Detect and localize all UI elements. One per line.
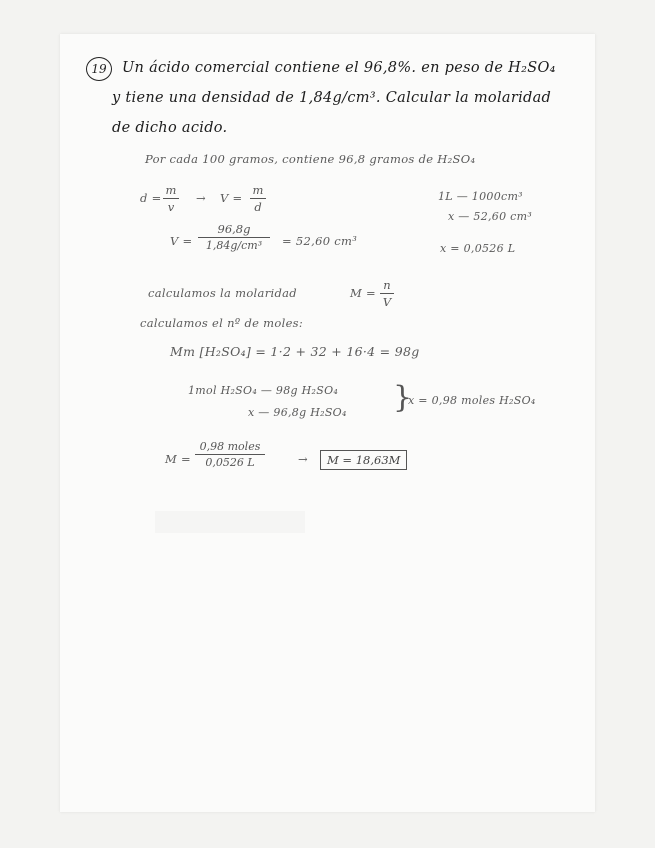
moles-result: x = 0,98 moles H₂SO₄: [408, 394, 536, 407]
molar-mass: Mm [H₂SO₄] = 1·2 + 32 + 16·4 = 98g: [170, 344, 420, 359]
molarity-fraction: [380, 278, 394, 309]
conversion-row-2: x — 52,60 cm³: [448, 210, 533, 223]
final-answer-box: M = 18,63M: [320, 450, 407, 470]
volume-calc-lhs: V =: [170, 234, 193, 248]
problem-line-3: de dicho acido.: [112, 120, 228, 136]
conversion-row-1: 1L — 1000cm³: [438, 190, 523, 203]
volume-lhs: V =: [220, 191, 243, 205]
final-denominator: 0,0526 L: [205, 456, 255, 469]
problem-line-2: y tiene una densidad de 1,84g/cm³. Calcular la molaridad: [112, 90, 552, 106]
density-denominator: v: [167, 200, 175, 214]
volume-calc-numerator: 96,8g: [217, 222, 251, 236]
moles-row-1: 1mol H₂SO₄ — 98g H₂SO₄: [188, 384, 339, 397]
intro-text: Por cada 100 gramos, contiene 96,8 gramos de H₂SO₄: [145, 152, 476, 166]
problem-line-1: Un ácido comercial contiene el 96,8%. en peso de H₂SO₄: [122, 60, 556, 76]
molarity-text: calculamos la molaridad: [148, 286, 297, 300]
conversion-result: x = 0,0526 L: [440, 242, 516, 255]
moles-row-2: x — 96,8g H₂SO₄: [248, 406, 347, 419]
volume-denominator: d: [254, 200, 262, 214]
volume-calc-denominator: 1,84g/cm³: [205, 239, 263, 252]
density-lhs: d =: [140, 191, 162, 205]
density-arrow: →: [196, 191, 206, 205]
notebook-page: [60, 34, 595, 812]
density-numerator: m: [165, 183, 177, 197]
final-lhs: M =: [165, 452, 191, 466]
volume-numerator: m: [252, 183, 264, 197]
faint-erasure: [155, 511, 305, 533]
volume-calc-fraction: [198, 222, 270, 252]
volume-result: = 52,60 cm³: [282, 234, 358, 248]
molarity-lhs: M =: [350, 286, 376, 300]
final-arrow: →: [298, 452, 308, 466]
problem-number: 19: [86, 57, 112, 81]
molarity-numerator: n: [383, 278, 391, 292]
density-fraction: [163, 183, 179, 214]
final-numerator: 0,98 moles: [199, 440, 261, 453]
final-fraction: [195, 440, 265, 469]
volume-fraction: [250, 183, 266, 214]
moles-text: calculamos el nº de moles:: [140, 316, 304, 330]
brace-icon: }: [393, 380, 413, 415]
molarity-denominator: V: [382, 295, 392, 309]
